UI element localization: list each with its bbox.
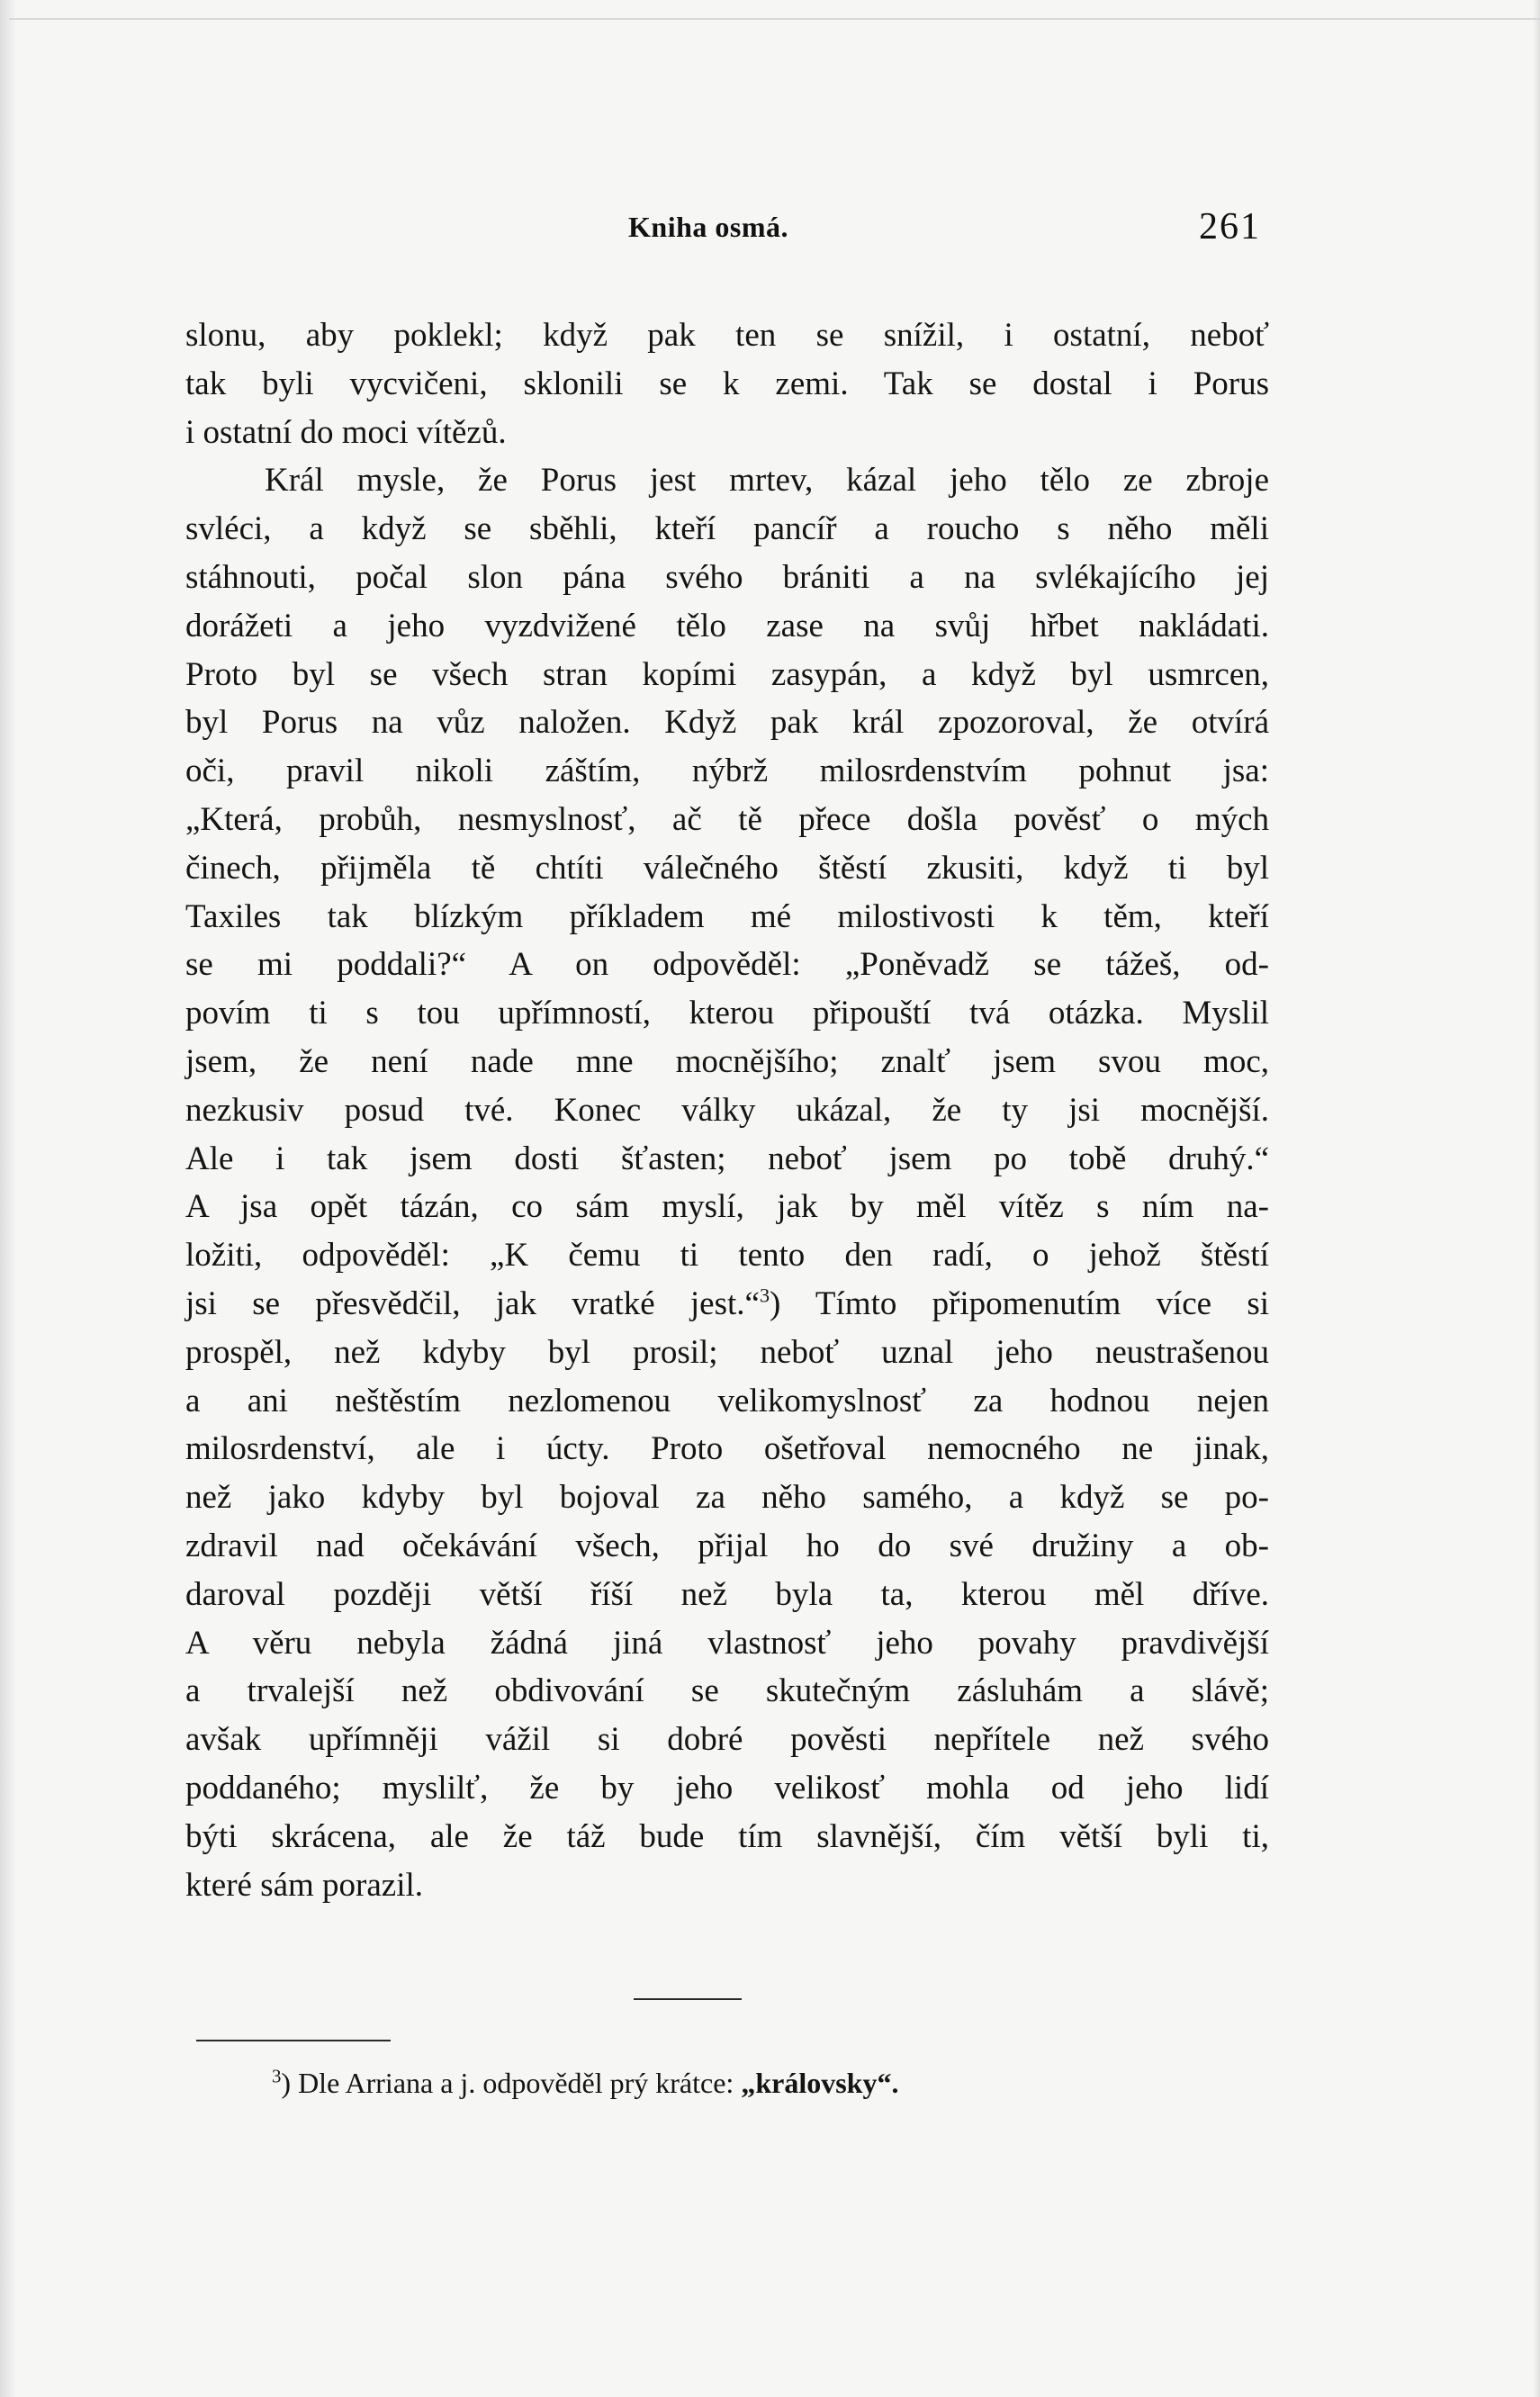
body-line: svléci, a když se sběhli, kteří pancíř a roucho s něho měli [185,510,1269,548]
page-number: 261 [1199,206,1261,248]
body-line: Taxiles tak blízkým příkladem mé milostivosti k těm, kteří [185,897,1269,935]
body-line: ložiti, odpověděl: „K čemu ti tento den radí, o jehož štěstí [185,1237,1269,1275]
body-line: povím ti s tou upřímností, kterou připouští tvá otázka. Myslil [185,995,1269,1032]
page-edge-shadow-left [0,0,16,2397]
body-line: jsem, že není nade mne mocnějšího; znalť jsem svou moc, [185,1042,1269,1080]
body-line: tak byli vycvičeni, sklonili se k zemi. Tak se dostal i Porus [185,365,1269,402]
page-edge-shadow-right [1533,0,1540,2397]
body-line: Proto byl se všech stran kopími zasypán, a když byl usmrcen, [185,655,1269,693]
body-line: a trvalejší než obdivování se skutečným zásluhám a slávě; [185,1672,1269,1710]
body-line: avšak upřímněji vážil si dobré pověsti nepřítele než svého [185,1721,1269,1759]
body-line: poddaného; myslilť, že by jeho velikosť mohla od jeho lidí [185,1769,1269,1807]
footnote-quote: „královsky“. [741,2067,899,2099]
body-text [185,311,1269,1909]
body-line: stáhnouti, počal slon pána svého brániti a na svlékajícího jej [185,558,1269,596]
body-line: i ostatní do moci vítězů. [185,413,507,451]
body-line-head: jsi se přesvědčil, jak vratké jest.“ [185,1284,760,1322]
footnote-separator [196,2040,391,2041]
body-line: které sám porazil. [185,1866,424,1904]
body-line: dorážeti a jeho vyzdvižené tělo zase na svůj hřbet nakládati. [185,607,1269,644]
body-line: Ale i tak jsem dosti šťasten; neboť jsem po tobě druhý.“ [185,1140,1269,1177]
running-head-title: Kniha osmá. [628,211,788,243]
body-line: prospěl, než kdyby byl prosil; neboť uznal jeho neustrašenou [185,1333,1269,1371]
footnote-mark: 3 [272,2066,282,2087]
body-line-tail: ) Tímto připomenutím více si [770,1284,1269,1322]
body-line: oči, pravil nikoli záštím, nýbrž milosrdenstvím pohnut jsa: [185,752,1269,790]
body-line: a ani neštěstím nezlomenou velikomyslnosť za hodnou nejen [185,1382,1269,1419]
footnote [272,2067,898,2100]
body-line: se mi poddali?“ A on odpověděl: „Poněvadž se tážeš, od- [185,946,1269,984]
body-line: slonu, aby poklekl; když pak ten se snížil, i ostatní, neboť [185,317,1269,354]
running-head [0,206,1540,256]
body-line: nezkusiv posud tvé. Konec války ukázal, že ty jsi mocnější. [185,1091,1269,1129]
section-end-rule [634,1998,742,2000]
body-line: A jsa opět tázán, co sám myslí, jak by měl vítěz s ním na- [185,1188,1269,1226]
body-line: daroval později větší říší než byla ta, kterou měl dříve. [185,1575,1269,1613]
body-line: býti skrácena, ale že táž bude tím slavnější, čím větší byli ti, [185,1817,1269,1855]
body-line: byl Porus na vůz naložen. Když pak král zpozoroval, že otvírá [185,704,1269,742]
body-line-with-footnote-ref [185,1280,1269,1329]
body-line: milosrdenství, ale i úcty. Proto ošetřoval nemocného ne jinak, [185,1430,1269,1468]
top-edge-line [9,18,1540,20]
footnote-text: ) Dle Arriana a j. odpověděl prý krátce: [281,2067,742,2099]
footnote-reference: 3 [759,1284,770,1307]
body-line: A věru nebyla žádná jiná vlastnosť jeho povahy pravdivější [185,1624,1269,1662]
body-line: zdravil nad očekávání všech, přijal ho do své družiny a ob- [185,1527,1269,1564]
body-line: činech, přijměla tě chtíti válečného štěstí zkusiti, když ti byl [185,849,1269,887]
body-line: než jako kdyby byl bojoval za něho samého, a když se po- [185,1479,1269,1517]
body-line: Král mysle, že Porus jest mrtev, kázal jeho tělo ze zbroje [265,462,1269,500]
body-line: „Která, probůh, nesmyslnosť, ač tě přece došla pověsť o mých [185,800,1269,838]
